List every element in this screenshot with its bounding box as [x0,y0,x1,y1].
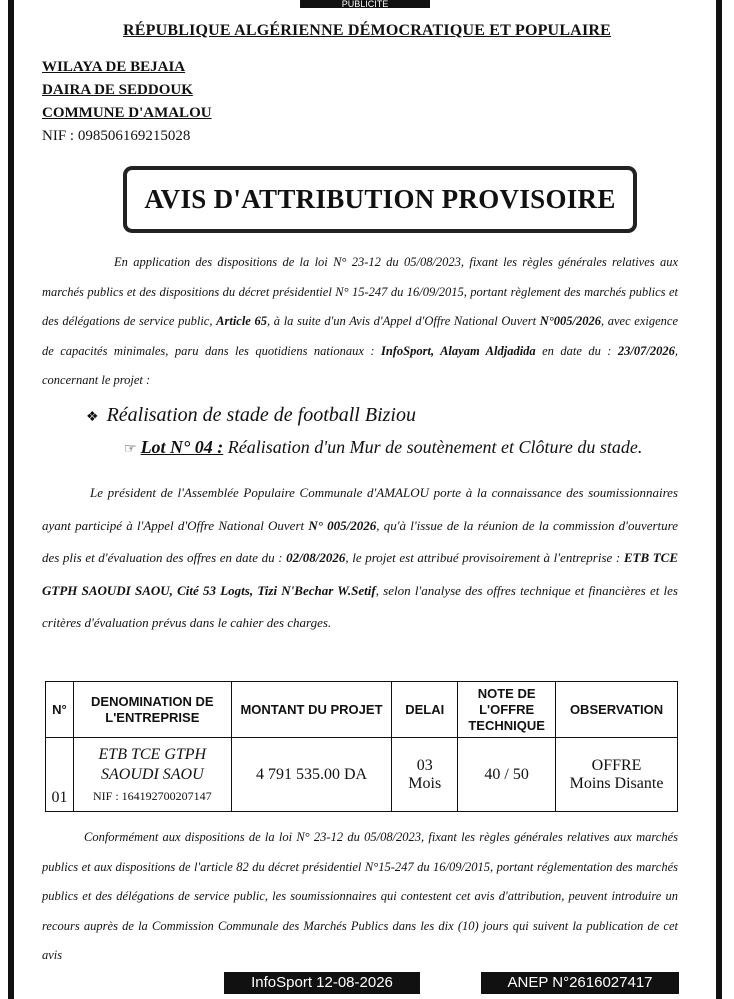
footer-publication: InfoSport 12-08-2026 [224,972,420,994]
cell-entreprise [73,738,231,812]
diamond-bullet-icon: ❖ [86,410,99,425]
table-row [46,738,678,812]
lot-line [124,437,642,458]
notice-text-1: Le président de l'Assemblée Populaire Communale d'AMALOU porte à la connaissance des soumissionnaires ayant participé à l'Appel d'Offre National Ouvert [42,485,678,533]
cell-num: 01 [46,738,74,812]
cell-montant: 4 791 535.00 DA [231,738,392,812]
intro-date: 23/07/2026 [617,343,675,358]
notice-company: ETB TCE GTPH SAOUDI SAOU, Cité 53 Logts, Tizi N'Bechar W.Setif [42,550,678,598]
intro-text-5: , concernant le projet : [42,343,678,387]
intro-text-4: en date du : [535,343,618,358]
pointing-hand-icon: ☞ [124,442,137,457]
lot-description: Réalisation d'un Mur de soutènement et Clôture du stade. [223,437,643,457]
notice-text-3: , le projet est attribué provisoirement à l'entreprise : [345,550,624,565]
cell-note: 40 / 50 [458,738,556,812]
intro-text-3: , avec exigence de capacités minimales, paru dans les quotidiens nationaux : [42,314,678,358]
intro-article: Article 65 [216,314,268,328]
header-delai: DELAI [392,682,458,738]
project-line [86,404,416,427]
intro-text-2: , à la suite d'un Avis d'Appel d'Offre National Ouvert [267,314,540,328]
header-num: N° [46,682,74,738]
table-header-row [46,682,678,738]
intro-text-1: En application des dispositions de la loi N° 23-12 du 05/08/2023, fixant les règles générales relatives aux marchés publics et des dispositions du décret présidentiel N° 15-247 du 16/09/2015, portant règlement des marchés publics et des délégations de service public, [42,255,678,328]
intro-avis-number: N°005/2026 [539,314,601,328]
entreprise-name-line2: SAOUDI SAOU [101,766,204,783]
delai-unit: Mois [408,774,442,792]
footer-anep-number: ANEP N°2616027417 [481,972,679,994]
entreprise-nif: NIF : 164192700207147 [92,789,212,803]
page-title: AVIS D'ATTRIBUTION PROVISOIRE [144,184,616,214]
intro-paragraph [42,248,678,396]
nif-label: NIF : 098506169215028 [42,128,191,144]
project-name: Réalisation de stade de football Biziou [106,404,416,426]
notice-paragraph [42,477,678,640]
cell-delai [392,738,458,812]
commune-label: COMMUNE D'AMALOU [42,105,212,121]
header-observation: OBSERVATION [556,682,678,738]
top-banner: PUBLICITÉ [300,0,430,8]
lot-label: Lot N° 04 : [140,437,224,457]
delai-value: 03 [416,756,433,774]
closing-paragraph: Conformément aux dispositions de la loi N° 23-12 du 05/08/2023, fixant les règles générales relatives aux marchés publics et aux dispositions de l'article 82 du décret présidentiel N°15-247 du 16/09/2015, portant réglementation des marchés publics et des délégations de service public, les soumissionnaires qui contestent cet avis d'attribution, peuvent introduire un recours auprès de la Commission Communale des Marchés Publics dans les dix (10) jours qui suivent la publication de cet avis [42,830,678,962]
header-montant: MONTANT DU PROJET [231,682,392,738]
entreprise-name-line1: ETB TCE GTPH [98,746,207,763]
observation-line2: Moins Disante [569,774,664,792]
header-note: NOTE DE L'OFFRE TECHNIQUE [458,682,556,738]
header-entreprise: DENOMINATION DE L'ENTREPRISE [73,682,231,738]
notice-text-2: , qu'à l'issue de la réunion de la commission d'ouverture des plis et d'évaluation des offres en date du : [42,517,678,565]
cell-observation [556,738,678,812]
administration-block [42,56,212,148]
notice-text-4: , selon l'analyse des offres technique et financières et les critères d'évaluation prévus dans le cahier des charges. [42,582,678,630]
intro-newspapers: InfoSport, Alayam Aldjadida [380,343,536,358]
attribution-table [45,681,678,812]
notice-avis-number: N° 005/2026 [308,517,377,533]
republic-heading: RÉPUBLIQUE ALGÉRIENNE DÉMOCRATIQUE ET POPULAIRE [123,22,611,39]
daira-label: DAIRA DE SEDDOUK [42,82,193,98]
title-box [123,166,637,233]
wilaya-label: WILAYA DE BEJAIA [42,59,186,75]
notice-date: 02/08/2026 [286,550,346,565]
observation-line1: OFFRE [591,756,642,774]
